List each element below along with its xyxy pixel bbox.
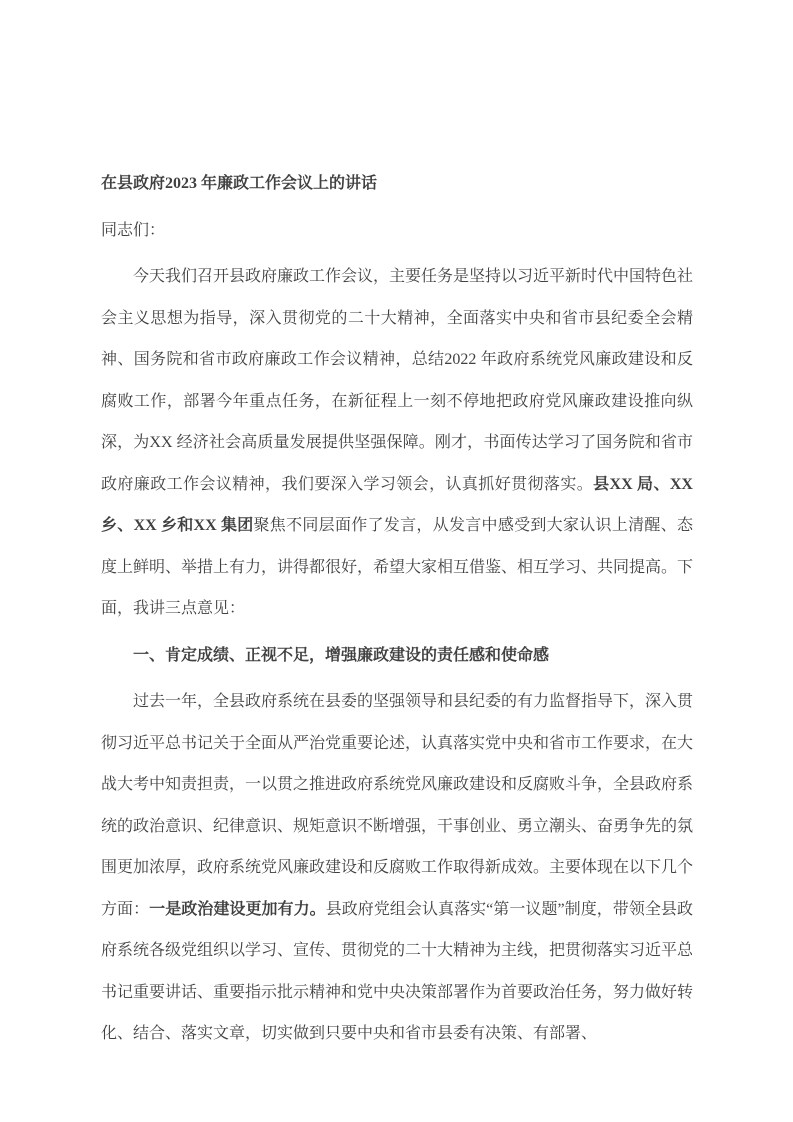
salutation xyxy=(101,210,693,252)
text-run: 过去一年，全县政府系统在县委的坚强领导和县纪委的有力监督指导下，深入贯彻习近平总书记关于全面从严治党重要论述，认真落实党中央和省市工作要求，在大战大考中知责担责，一以贯之推进政府系统党风廉政建设和反腐败斗争，全县政府系统的政治意识、纪律意识、规矩意识不断增强，干事创业、勇立潮头、奋勇争先的氛围更加浓厚，政府系统党风廉政建设和反腐败工作取得新成效。主要体现在以下几个方面： xyxy=(101,693,694,918)
text-run: 今天我们召开县政府廉政工作会议，主要任务是坚持以习近平新时代中国特色社会主义思想为指导，深入贯彻党的二十大精神，全面落实中央和省市县纪委全会精神、国务院和省市政府廉政工作会议精神，总结2022 年政府系统党风廉政建设和反腐败工作，部署今年重点任务，在新征程上一刻不停地把政府党风廉政建设推向纵深，为XX 经济社会高质量发展提供坚强保障。刚才，书面传达学习了国务院和省市政府廉政工作会议精神，我们要深入学习领会，认真抓好贯彻落实。 xyxy=(101,268,694,493)
document-body xyxy=(101,210,693,1055)
text-run: 一是政治建设更加有力。 xyxy=(149,900,326,918)
text-run: 县政府党组会认真落实“第一议题”制度，带领全县政府系统各级党组织以学习、宣传、贯彻党的二十大精神为主线，把贯彻落实习近平总书记重要讲话、重要指示批示精神和党中央决策部署作为首要政治任务，努力做好转化、结合、落实文章，切实做到只要中央和省市县委有决策、有部署、 xyxy=(101,900,694,1042)
paragraph-section-1-body xyxy=(101,681,693,1055)
text-run: 同志们： xyxy=(101,221,166,239)
text-run: 县XX 局、XX 乡、XX 乡和XX 集团 xyxy=(101,475,693,534)
paragraph-opening xyxy=(101,256,693,630)
text-run: 一、肯定成绩、正视不足，增强廉政建设的责任感和使命感 xyxy=(133,646,550,664)
heading-section-1 xyxy=(101,635,693,677)
document-title: 在县政府2023 年廉政工作会议上的讲话 xyxy=(101,175,378,192)
text-run: 聚焦不同层面作了发言，从发言中感受到大家认识上清醒、态度上鲜明、举措上有力，讲得都很好，希望大家相互借鉴、相互学习、共同提高。下面，我讲三点意见： xyxy=(101,517,694,617)
